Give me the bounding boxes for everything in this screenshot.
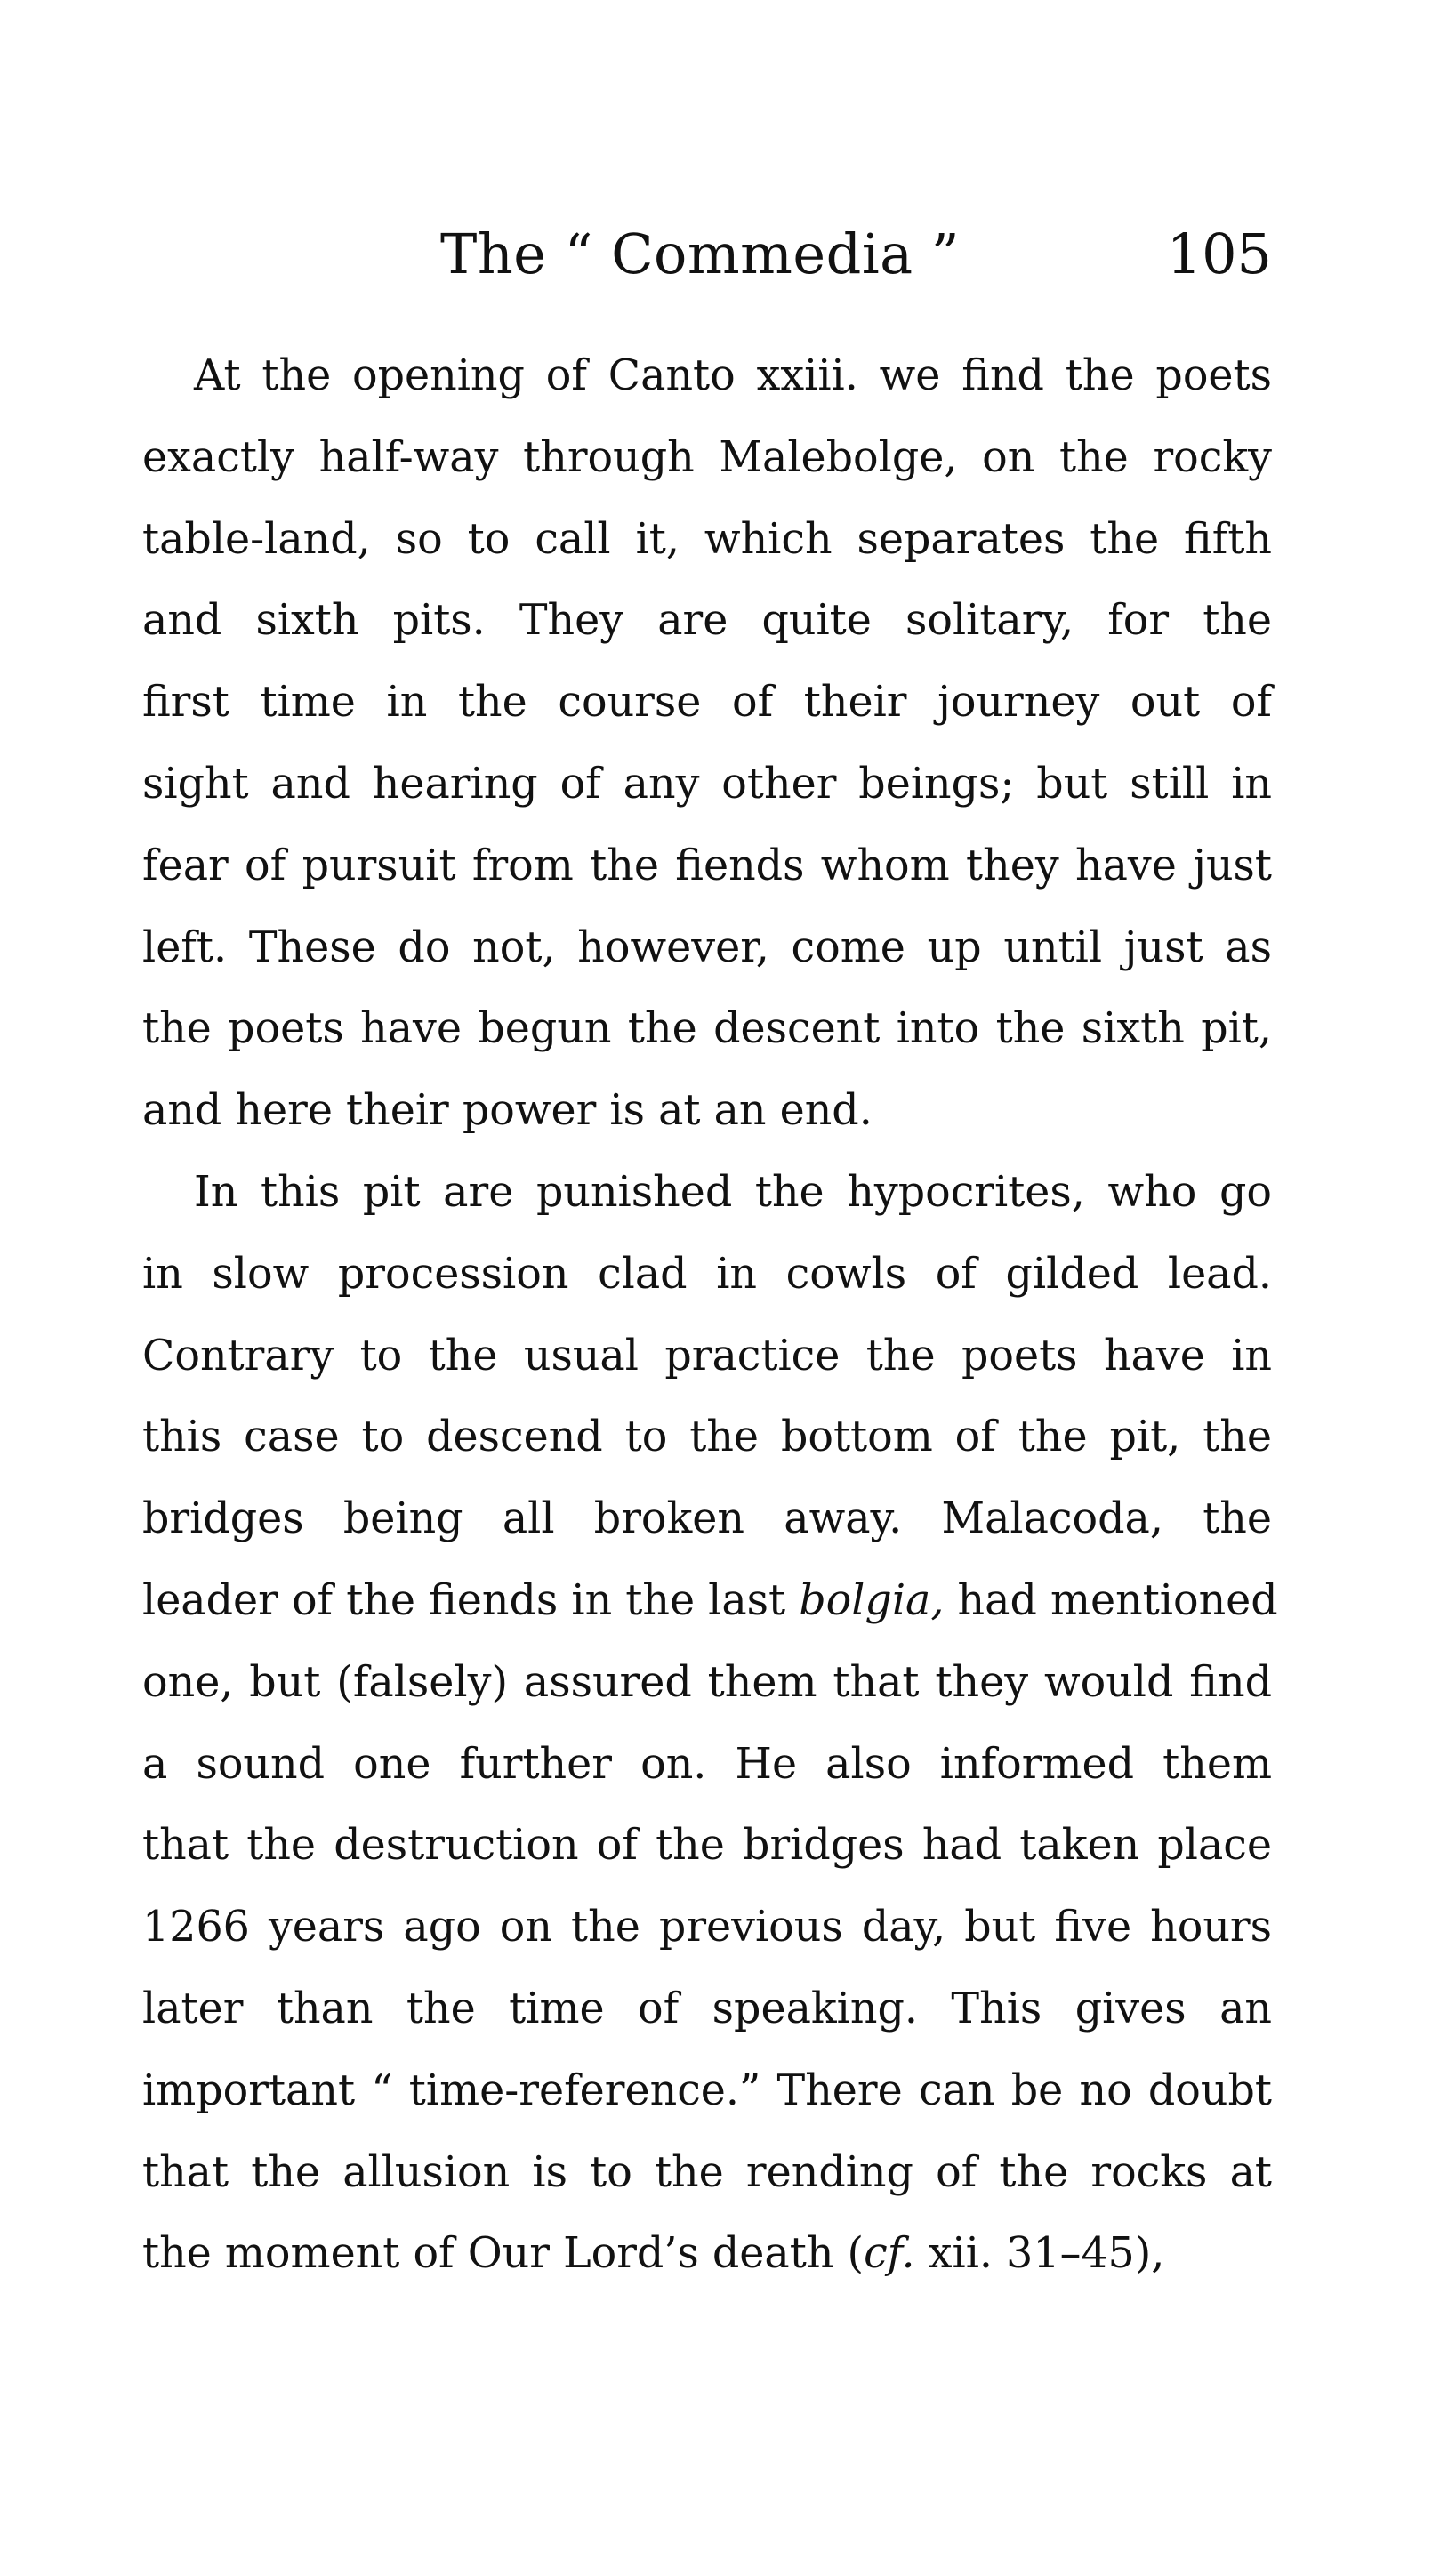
text-line: 1266 years ago on the previous day, but five hours (142, 1903, 1272, 1952)
text-segment: the moment of Our Lord’s death ( (142, 2229, 865, 2279)
text-line (142, 2213, 1272, 2295)
text-line: and sixth pits. They are quite solitary, for the (142, 596, 1272, 646)
text-line: the poets have begun the descent into the sixth pit, (142, 1004, 1272, 1054)
page-number: 105 (1166, 221, 1272, 286)
text-line: table-land, so to call it, which separates the fifth (142, 514, 1272, 564)
text-line: and here their power is at an end. (142, 1086, 873, 1136)
text-line: later than the time of speaking. This gives an (142, 1984, 1272, 2033)
running-title: The “ Commedia ” (440, 221, 961, 286)
running-head (142, 210, 1272, 299)
text-line: that the destruction of the bridges had taken place (142, 1821, 1272, 1871)
text-segment: had mentioned (944, 1575, 1278, 1625)
text-line: bridges being all broken away. Malacoda, the (142, 1494, 1272, 1544)
text-line: fear of pursuit from the fiends whom they have just (142, 841, 1272, 890)
text-line: that the allusion is to the rending of the rocks at (142, 2147, 1272, 2197)
body-text (142, 335, 1278, 2295)
text-segment: leader of the fiends in the last (142, 1575, 800, 1625)
text-line: exactly half-way through Malebolge, on the rocky (142, 432, 1272, 482)
text-segment: xii. 31–45), (914, 2229, 1165, 2279)
text-line: In this pit are punished the hypocrites, who go (194, 1167, 1272, 1217)
paragraph (142, 1152, 1278, 2295)
text-line: left. These do not, however, come up until just as (142, 922, 1272, 972)
text-line (142, 1560, 1278, 1642)
paragraph (142, 335, 1272, 1152)
text-line: first time in the course of their journey out of (142, 678, 1272, 728)
text-line: sight and hearing of any other beings; but still in (142, 759, 1272, 809)
italic-term: bolgia, (799, 1575, 945, 1625)
italic-term: cf. (864, 2229, 915, 2279)
text-line: Contrary to the usual practice the poets have in (142, 1331, 1272, 1381)
text-line: important “ time-reference.” There can be no doubt (142, 2065, 1272, 2115)
text-line: At the opening of Canto xxiii. we find the poets (194, 351, 1272, 400)
text-line: one, but (falsely) assured them that they would find (142, 1657, 1272, 1707)
text-line: a sound one further on. He also informed them (142, 1739, 1272, 1789)
text-line: in slow procession clad in cowls of gilded lead. (142, 1249, 1272, 1299)
text-line: this case to descend to the bottom of the pit, the (142, 1413, 1272, 1462)
